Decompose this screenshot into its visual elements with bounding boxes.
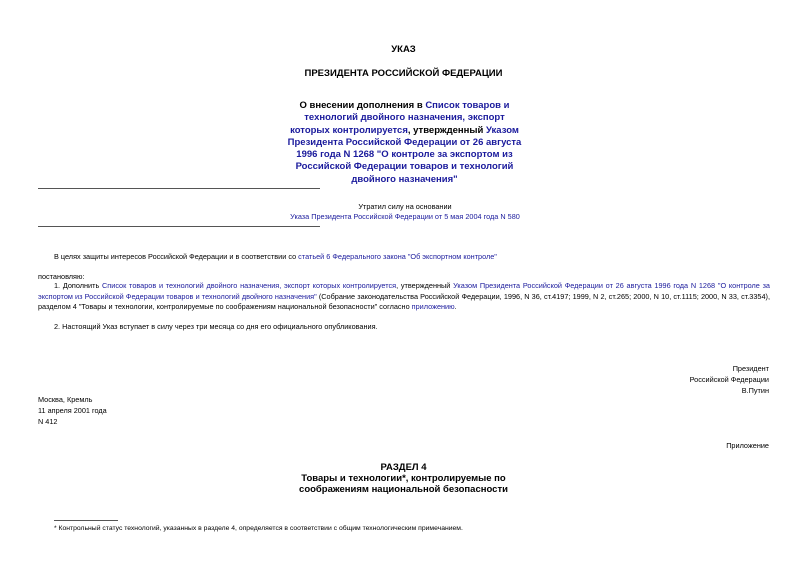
export-control-law-link[interactable]: статьей 6 Федерального закона "Об экспортном контроле" xyxy=(298,252,497,261)
p1-list-link[interactable]: Список товаров и технологий двойного назначения, экспорт которых контролируется xyxy=(102,281,397,290)
dual-use-list-link[interactable]: Список товаров и технологий двойного назначения, экспорт которых контролируется xyxy=(290,100,510,136)
footnote: * Контрольный статус технологий, указанных в разделе 4, определяется в соответствии с общим технологическим примечанием. xyxy=(54,525,463,532)
place-date xyxy=(38,394,107,427)
repeal-decree-link[interactable]: Указа Президента Российской Федерации от 5 мая 2004 года N 580 xyxy=(290,212,520,221)
appendix-link[interactable]: приложению xyxy=(411,302,455,311)
p1-prefix: 1. Дополнить xyxy=(54,281,103,290)
decree-1268-link[interactable]: Указом Президента Российской Федерации от 26 августа 1996 года N 1268 "О контроле за экспортом из Российской Федерации товаров и технологий двойного назначения" xyxy=(287,124,522,185)
paragraph-1 xyxy=(38,281,770,313)
p1-middle: , утвержденный xyxy=(396,281,454,290)
status-note: Утратил силу на основании xyxy=(358,202,452,211)
appendix-label: Приложение xyxy=(726,441,769,450)
description-middle: , утвержденный xyxy=(407,124,486,136)
preamble xyxy=(54,251,774,262)
decree-subtitle: ПРЕЗИДЕНТА РОССИЙСКОЙ ФЕДЕРАЦИИ xyxy=(304,68,503,79)
footnote-divider xyxy=(54,520,118,521)
preamble-text: В целях защиты интересов Российской Федерации и в соответствии со xyxy=(54,252,299,261)
decree-word: постановляю: xyxy=(38,272,85,281)
section-title: РАЗДЕЛ 4 xyxy=(380,462,427,473)
place: Москва, Кремль xyxy=(38,395,93,404)
date: 11 апреля 2001 года xyxy=(38,406,107,415)
section-subtitle-1: Товары и технологии*, контролируемые по xyxy=(301,473,506,484)
signature-country: Российской Федерации xyxy=(689,375,769,384)
p1-decree-link[interactable]: Указом Президента Российской Федерации от 26 августа 1996 года N 1268 "О контроле за экспортом из Российской Федерации товаров и технологий двойного назначения" xyxy=(38,281,770,301)
signature-name: В.Путин xyxy=(741,386,769,395)
paragraph-2: 2. Настоящий Указ вступает в силу через три месяца со дня его официального опубликования. xyxy=(54,322,378,331)
signature-position: Президент xyxy=(732,364,769,373)
section-subtitle-2: соображениям национальной безопасности xyxy=(299,484,508,495)
divider xyxy=(38,226,320,227)
decree-description xyxy=(287,100,522,186)
p1-end: . xyxy=(454,302,457,311)
decree-title: УКАЗ xyxy=(391,44,416,55)
description-prefix: О внесении дополнения в xyxy=(299,100,426,111)
decree-number: N 412 xyxy=(38,417,58,426)
p1-post: (Собрание законодательства Российской Федерации, 1996, N 36, ст.4197; 1999, N 2, ст.265; 2000, N 10, ст.1115; 2000, N 33, ст.3354), разделом 4 "Товары и технологии, контролируемые по соображениям национальной безопасности" согласно xyxy=(38,291,770,311)
divider xyxy=(38,188,320,189)
signature xyxy=(690,363,769,396)
